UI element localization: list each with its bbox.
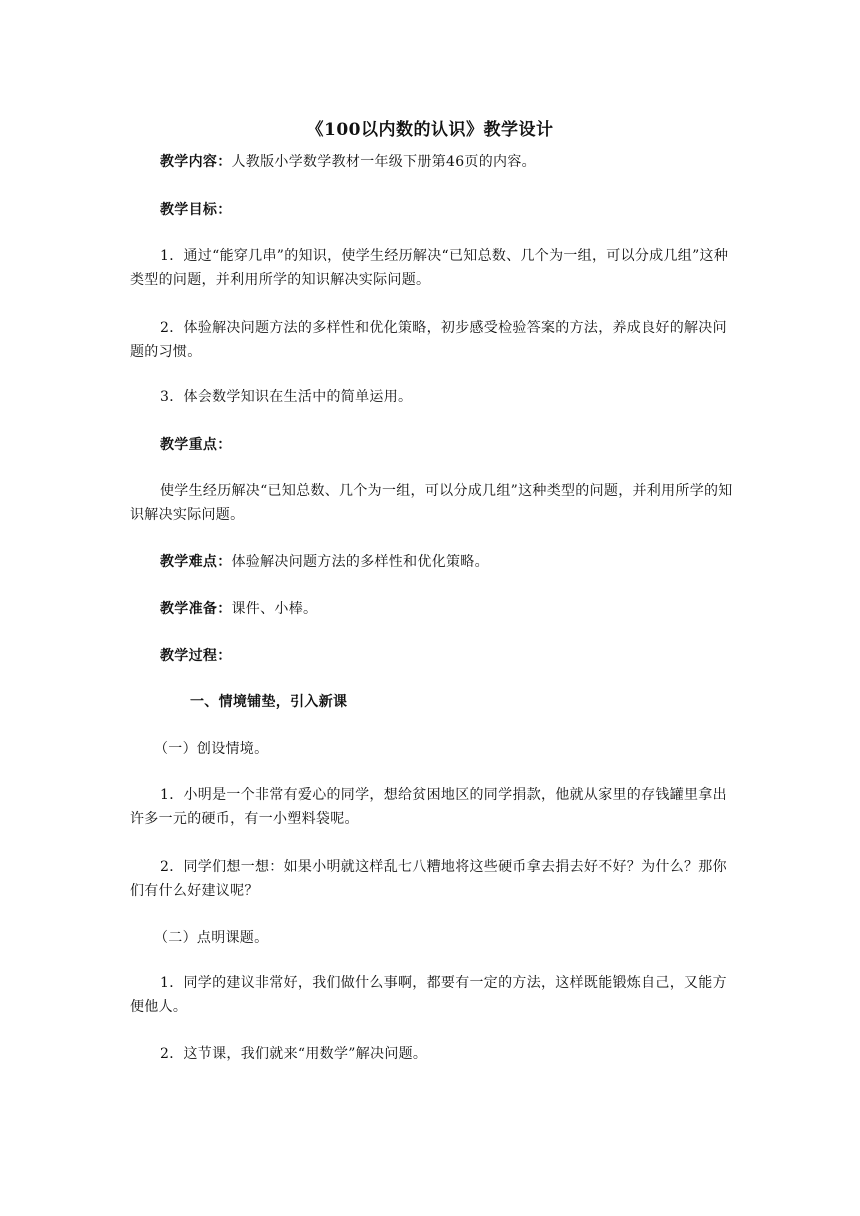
document-title: 《100以内数的认识》教学设计 bbox=[306, 120, 554, 140]
sub-section-1-heading: （一）创设情境。 bbox=[154, 741, 269, 757]
objective-1: 1．通过“能穿几串”的知识，使学生经历解决“已知总数、几个为一组，可以分成几组”这种类型的问题，并利用所学的知识解决实际问题。 bbox=[130, 248, 729, 288]
teaching-preparation-label: 教学准备： bbox=[160, 601, 232, 617]
sub-section-2-item-1: 1．同学的建议非常好，我们做什么事啊，都要有一定的方法，这样既能锻炼自己，又能方便他人。 bbox=[130, 975, 727, 1015]
teaching-content-label: 教学内容： bbox=[160, 154, 232, 170]
teaching-preparation-text: 课件、小棒。 bbox=[231, 601, 318, 617]
sub-section-1-item-2: 2．同学们想一想：如果小明就这样乱七八糟地将这些硬币拿去捐去好不好？为什么？那你们有什么好建议呢？ bbox=[130, 859, 727, 899]
teaching-objectives-label: 教学目标： bbox=[160, 202, 232, 218]
teaching-preparation bbox=[130, 597, 735, 621]
teaching-content bbox=[130, 150, 735, 174]
teaching-difficulty-label: 教学难点： bbox=[160, 554, 232, 570]
teaching-content-text: 人教版小学数学教材一年级下册第46页的内容。 bbox=[231, 154, 536, 170]
key-points-label: 教学重点： bbox=[160, 437, 232, 453]
sub-section-1-item-1: 1．小明是一个非常有爱心的同学，想给贫困地区的同学捐款，他就从家里的存钱罐里拿出许多一元的硬币，有一小塑料袋呢。 bbox=[130, 787, 727, 827]
sub-section-2-heading: （二）点明课题。 bbox=[154, 930, 269, 946]
key-points-text: 使学生经历解决“已知总数、几个为一组，可以分成几组”这种类型的问题，并利用所学的知识解决实际问题。 bbox=[130, 483, 733, 523]
sub-section-2-item-2: 2．这节课，我们就来“用数学”解决问题。 bbox=[160, 1046, 428, 1062]
teaching-process-label: 教学过程： bbox=[160, 648, 232, 664]
teaching-difficulty bbox=[130, 550, 735, 574]
objective-3: 3．体会数学知识在生活中的简单运用。 bbox=[160, 389, 413, 405]
section-1-heading: 一、情境铺垫，引入新课 bbox=[190, 694, 348, 710]
objective-2: 2．体验解决问题方法的多样性和优化策略，初步感受检验答案的方法，养成良好的解决问题的习惯。 bbox=[130, 320, 727, 360]
teaching-difficulty-text: 体验解决问题方法的多样性和优化策略。 bbox=[231, 554, 489, 570]
